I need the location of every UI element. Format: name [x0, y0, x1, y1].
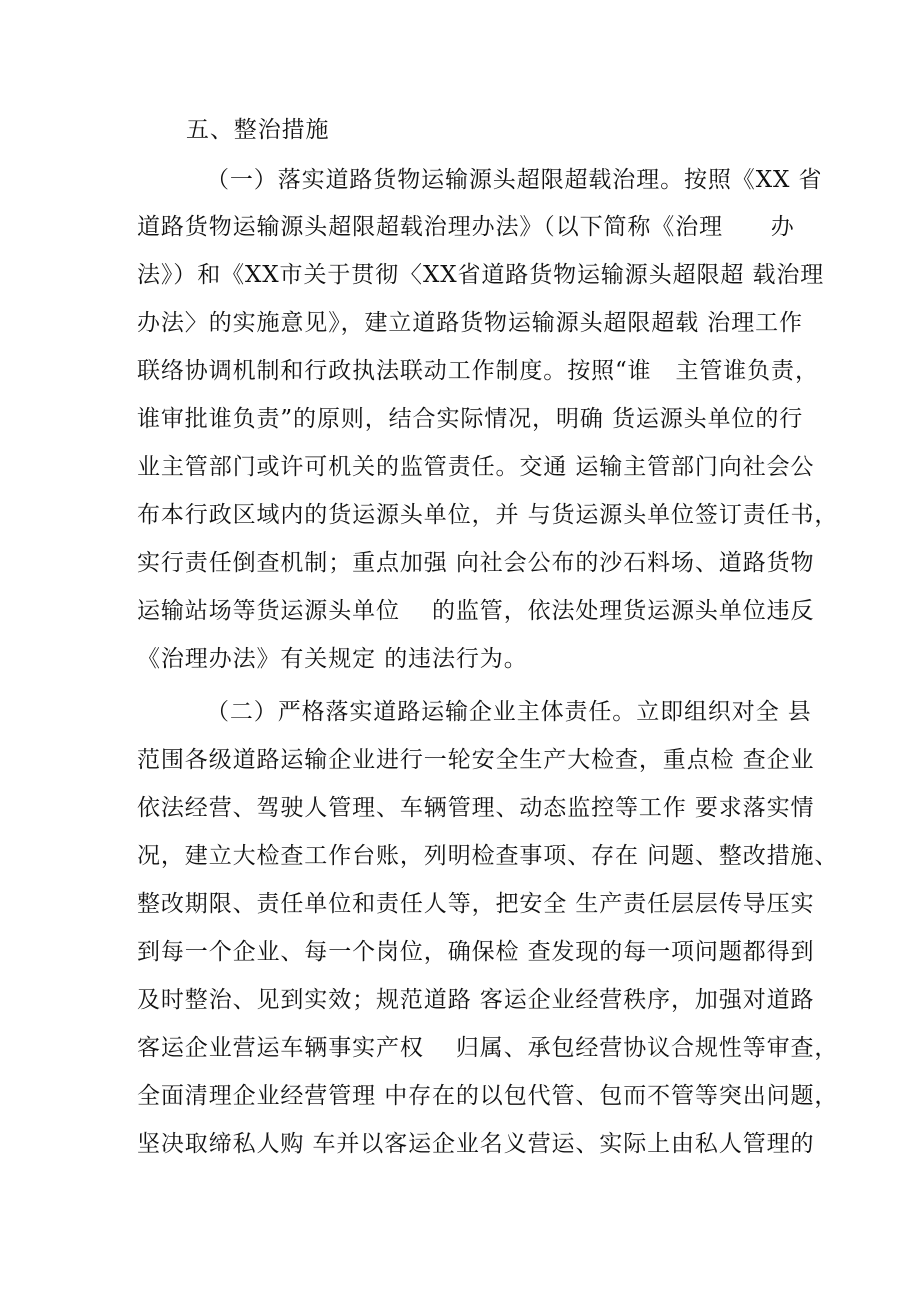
paragraph-1-line: 道路货物运输源头超限超载治理办法》（以下简称《治理 办 [137, 214, 795, 240]
paragraph-1-line: （一）落实道路货物运输源头超限超载治理。按照《XX 省 [206, 167, 823, 193]
paragraph-2-line: 范围各级道路运输企业进行一轮安全生产大检查，重点检 查企业 [137, 747, 815, 773]
paragraph-1-line: 联络协调机制和行政执法联动工作制度。按照“谁 主管谁负责， [137, 358, 819, 384]
paragraph-2-line: 况，建立大检查工作台账，列明检查事项、存在 问题、整改措施、 [137, 843, 839, 869]
paragraph-1-line: 办法〉的实施意见》，建立道路货物运输源头超限超载 治理工作 [137, 310, 803, 336]
paragraph-2-line: 整改期限、责任单位和责任人等，把安全 生产责任层层传导压实 [137, 891, 815, 917]
paragraph-1-line: 布本行政区域内的货运源头单位，并 与货运源头单位签订责任书， [137, 502, 839, 528]
paragraph-1-line: 实行责任倒查机制；重点加强 向社会公布的沙石料场、道路货物 [137, 550, 815, 576]
paragraph-1-line: 运输站场等货运源头单位 的监管，依法处理货运源头单位违反 [137, 598, 815, 624]
paragraph-2-line: 依法经营、驾驶人管理、车辆管理、动态监控等工作 要求落实情 [137, 795, 815, 821]
section-heading: 五、整治措施 [186, 117, 330, 143]
paragraph-1-line: 业主管部门或许可机关的监管责任。交通 运输主管部门向社会公 [137, 454, 815, 480]
paragraph-1-line: 法》）和《XX市关于贯彻〈XX省道路货物运输源头超限超 载治理 [137, 262, 825, 288]
paragraph-1-line: 谁审批谁负责”的原则，结合实际情况，明确 货运源头单位的行 [137, 406, 804, 432]
paragraph-2-line: （二）严格落实道路运输企业主体责任。立即组织对全 县 [206, 699, 812, 725]
paragraph-2-line: 全面清理企业经营管理 中存在的以包代管、包而不管等突出问题， [137, 1083, 839, 1109]
paragraph-1-line: 《治理办法》有关规定 的违法行为。 [137, 646, 528, 672]
paragraph-2-line: 坚决取缔私人购 车并以客运企业名义营运、实际上由私人管理的 [137, 1131, 815, 1157]
paragraph-2-line: 到每一个企业、每一个岗位，确保检 查发现的每一项问题都得到 [137, 939, 815, 965]
paragraph-2-line: 及时整治、见到实效；规范道路 客运企业经营秩序，加强对道路 [137, 987, 815, 1013]
paragraph-2-line: 客运企业营运车辆事实产权 归属、承包经营协议合规性等审查， [137, 1035, 839, 1061]
